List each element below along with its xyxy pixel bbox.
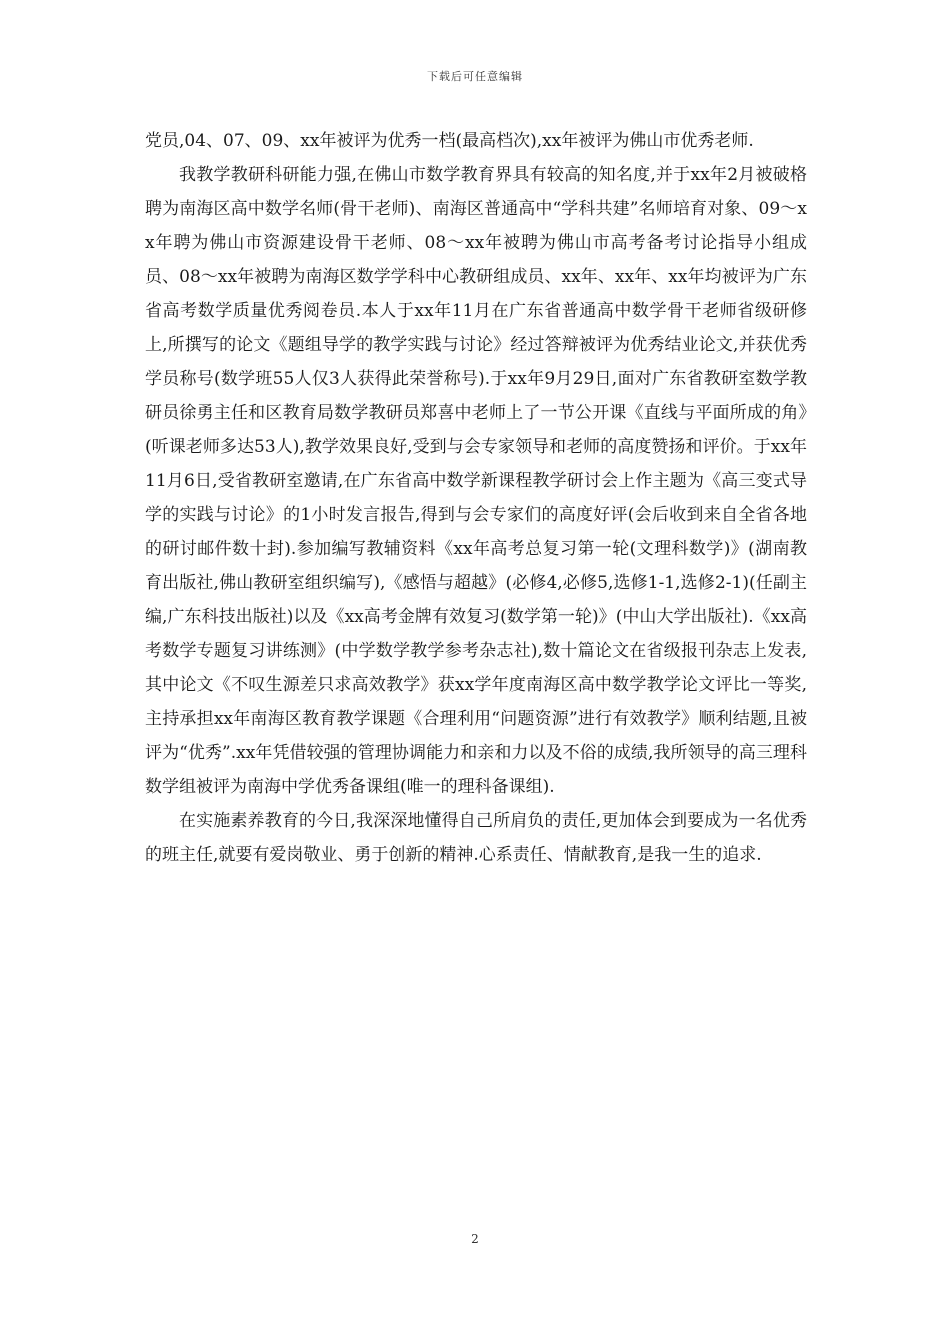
paragraph-1: 党员,04、07、09、xx年被评为优秀一档(最高档次),xx年被评为佛山市优秀老师. — [145, 131, 754, 151]
paragraph-2: 我教学教研科研能力强,在佛山市数学教育界具有较高的知名度,并于xx年2月被破格聘为南海区高中数学名师(骨干老师)、南海区普通高中“学科共建”名师培育对象、09～xx年聘为佛山市资源建设骨干老师、08～xx年被聘为佛山市高考备考讨论指导小组成员、08～xx年被聘为南海区数学学科中心教研组成员、xx年、xx年、xx年均被评为广东省高考数学质量优秀阅卷员.本人于xx年11月在广东省普通高中数学骨干老师省级研修上,所撰写的论文《题组导学的教学实践与讨论》经过答辩被评为优秀结业论文,并获优秀学员称号(数学班55人仅3人获得此荣誉称号).于xx年9月29日,面对广东省教研室数学教研员徐勇主任和区教育局数学教研员郑喜中老师上了一节公开课《直线与平面所成的角》(听课老师多达53人),教学效果良好,受到与会专家领导和老师的高度赞扬和评价。于xx年11月6日,受省教研室邀请,在广东省高中数学新课程教学研讨会上作主题为《高三变式导学的实践与讨论》的1小时发言报告,得到与会专家们的高度好评(会后收到来自全省各地的研讨邮件数十封).参加编写教辅资料《xx年高考总复习第一轮(文理科数学)》(湖南教育出版社,佛山教研室组织编写),《感悟与超越》(必修4,必修5,选修1-1,选修2-1)(任副主编,广东科技出版社)以及《xx高考金牌有效复习(数学第一轮)》(中山大学出版社).《xx高考数学专题复习讲练测》(中学数学教学参考杂志社),数十篇论文在省级报刊杂志上发表,其中论文《不叹生源差只求高效教学》获xx学年度南海区高中数学教学论文评比一等奖,主持承担xx年南海区教育教学课题《合理利用“问题资源”进行有效教学》顺利结题,且被评为“优秀”.xx年凭借较强的管理协调能力和亲和力以及不俗的成绩,我所领导的高三理科数学组被评为南海中学优秀备课组(唯一的理科备课组). — [145, 165, 807, 797]
page-header: 下载后可任意编辑 — [427, 70, 523, 83]
page-number: 2 — [471, 1232, 479, 1246]
paragraph-3: 在实施素养教育的今日,我深深地懂得自己所肩负的责任,更加体会到要成为一名优秀的班主任,就要有爱岗敬业、勇于创新的精神.心系责任、情献教育,是我一生的追求. — [145, 811, 807, 865]
document-body — [145, 124, 807, 872]
